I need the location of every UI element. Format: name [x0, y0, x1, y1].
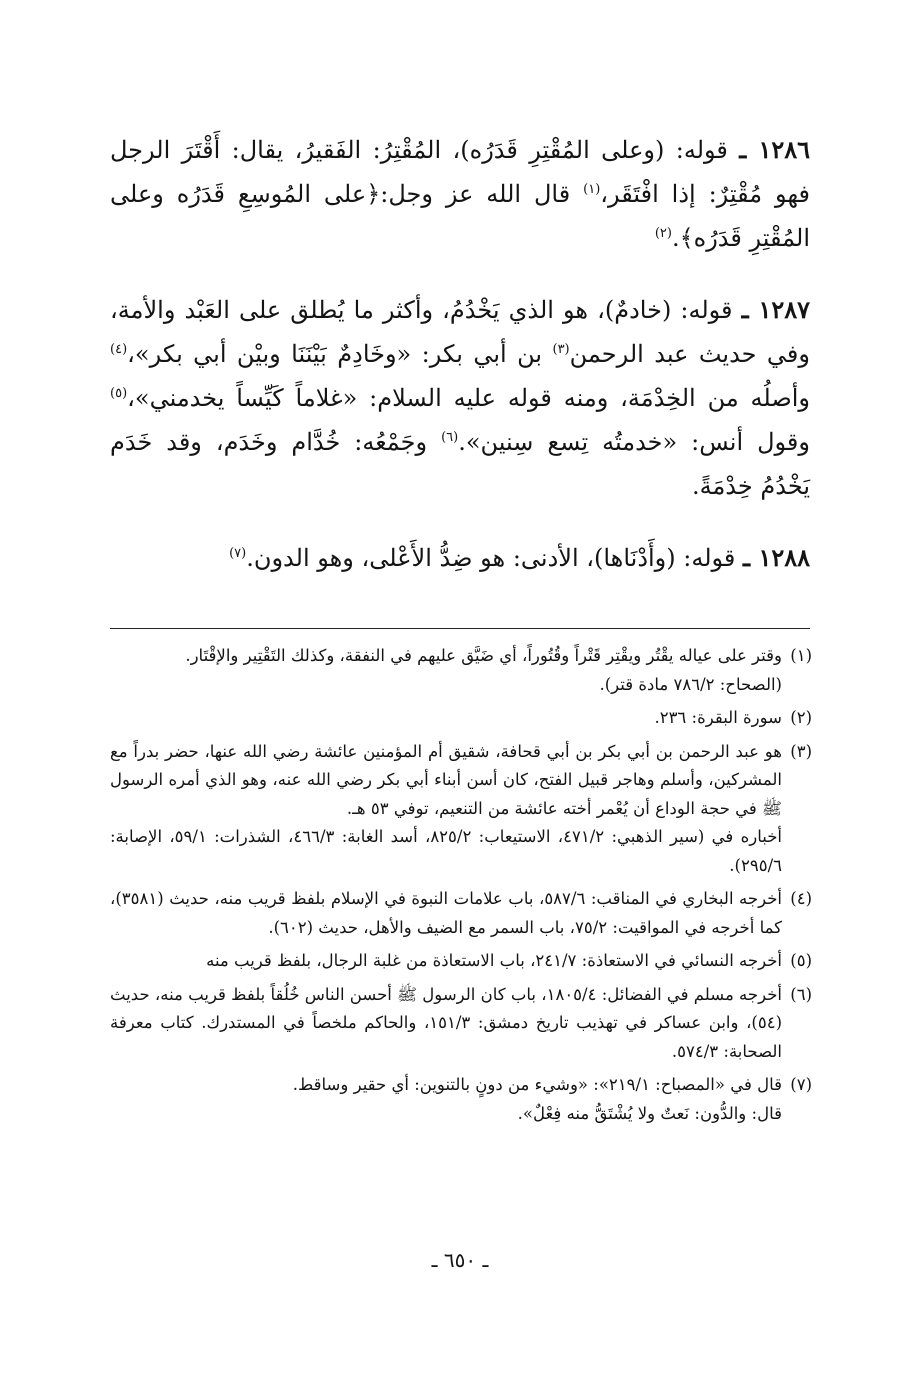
footnote-text [110, 738, 782, 881]
footnote-line: أخرجه مسلم في الفضائل: ١٨٠٥/٤، باب كان الرسول ﷺ أحسن الناس خُلُقاً بلفظ قريب منه، حديث (٥٤)، وابن عساكر في تهذيب تاريخ دمشق: ١٥١/٣، والحاكم ملخصاً في المستدرك. كتاب معرفة الصحابة: ٥٧٤/٣. [110, 984, 782, 1061]
footnote-line: أخرجه البخاري في المناقب: ٥٨٧/٦، باب علامات النبوة في الإسلام بلفظ قريب منه، حديث (٣٥٨١)، كما أخرجه في المواقيت: ٧٥/٢، باب السمر مع الضيف والأهل، حديث (٦٠٢). [110, 889, 782, 937]
page-number: ـ ٦٥٠ ـ [431, 1248, 489, 1272]
footnote-mark: (٤) [790, 889, 812, 908]
entry-text: قال الله عز وجل:﴿على المُوسِعِ قَدَرُه وعلى المُقْتِرِ قَدَرُه﴾. [110, 180, 810, 252]
footnote-6 [110, 981, 812, 1067]
footnote-7 [110, 1071, 812, 1128]
footnote-ref: (٧) [229, 546, 247, 561]
footnote-line: (الصحاح: ٧٨٦/٢ مادة قتر). [599, 674, 782, 694]
footnote-line: هو عبد الرحمن بن أبي بكر بن أبي قحافة، شقيق أم المؤمنين عائشة رضي الله عنها، حضر بدراً مع المشركين، وأسلم وهاجر قبيل الفتح، كان أسن أبناء أبي بكر رضي الله عنه، وهو الذي أمره الرسول ﷺ في حجة الوداع أن يُعْمر أخته عائشة من التنعيم، توفي ٥٣ هـ. [110, 741, 782, 818]
entry-1288 [110, 536, 810, 580]
entry-text: قوله: (وأَدْنَاها)، الأدنى: هو ضِدُّ الأَعْلى، وهو الدون. [246, 544, 736, 572]
footnote-divider [110, 628, 810, 629]
footnote-ref: (١) [583, 182, 601, 197]
footnotes [110, 642, 812, 1133]
entry-text: وأصلُه من الخِدْمَة، ومنه قوله عليه السلام: «غلاماً كَيِّساً يخدمني»، [127, 384, 810, 412]
footnote-mark: (٥) [790, 951, 812, 970]
footnote-ref: (٦) [441, 430, 459, 445]
footnote-1 [110, 642, 812, 699]
entry-text: قوله: (وعلى المُقْتِرِ قَدَرُه)، المُقْتِرُ: الفَقيرُ، يقال: أَقْتَرَ الرجل فهو مُقْتِرٌ: إذا افْتَقَر، [110, 136, 810, 208]
entry-number: ١٢٨٦ ـ [739, 135, 810, 164]
footnote-ref: (٥) [110, 386, 128, 401]
footnote-mark: (١) [790, 646, 812, 665]
footnote-2 [110, 704, 812, 733]
footnote-line: قال: والدُّون: نَعتٌ ولا يُشْتَقُّ منه فِعْلٌ». [517, 1103, 782, 1123]
footnote-ref: (٣) [552, 342, 570, 357]
footnote-text [110, 642, 782, 699]
footnote-4 [110, 885, 812, 942]
footnote-line: سورة البقرة: ٢٣٦. [654, 708, 782, 727]
footnote-mark: (٦) [790, 984, 812, 1004]
footnote-mark: (٢) [790, 708, 812, 727]
entry-text: بن أبي بكر: «وخَادِمٌ بَيْنَنَا وبيْن أبي بكر»، [127, 340, 543, 368]
footnote-mark: (٧) [790, 1075, 812, 1094]
footnote-ref: (٤) [110, 342, 128, 357]
footnote-text [110, 947, 782, 976]
footnote-line: أخرجه النسائي في الاستعاذة: ٢٤١/٧، باب الاستعاذة من غلبة الرجال، بلفظ قريب منه [206, 951, 782, 970]
footnote-3 [110, 738, 812, 881]
footnote-ref: (٢) [654, 226, 672, 241]
entry-text: وجَمْعُه: خُدَّام وخَدَم، وقد خَدَم يَخْدُمُ خِدْمَةً. [110, 428, 810, 500]
entry-text: قوله: (خادمٌ)، هو الذي يَخْدُمُ، وأكثر ما يُطلق على العَبْد والأمة، وفي حديث عبد الرحمن [110, 296, 810, 368]
footnote-text [110, 885, 782, 942]
footnote-line: أخباره في (سير الذهبي: ٤٧١/٢، الاستيعاب: ٨٢٥/٢، أسد الغابة: ٤٦٦/٣، الشذرات: ٥٩/١، الإصابة: ٢٩٥/٦). [110, 827, 782, 875]
footnote-line: قال في «المصباح: ٢١٩/١»: «وشيء من دونٍ بالتنوين: أي حقير وساقط. [292, 1075, 782, 1094]
main-text [110, 128, 810, 608]
footnote-text [110, 704, 782, 733]
footnote-mark: (٣) [790, 741, 812, 761]
entry-1286 [110, 128, 810, 260]
footnote-line: وقتر على عياله يقْتُر ويقْتِر قَتْراً وقُتُوراً، أي ضَيَّق عليهم في النفقة، وكذلك التَقْتِير والإقْتَار. [185, 646, 782, 665]
entry-text: وقول أنس: «خدمتُه تِسع سِنين». [458, 428, 810, 456]
entry-number: ١٢٨٧ ـ [741, 295, 810, 324]
footnote-5 [110, 947, 812, 976]
entry-number: ١٢٨٨ ـ [743, 543, 810, 572]
footnote-text [110, 1071, 782, 1128]
footnote-text [110, 981, 782, 1067]
entry-1287 [110, 288, 810, 508]
